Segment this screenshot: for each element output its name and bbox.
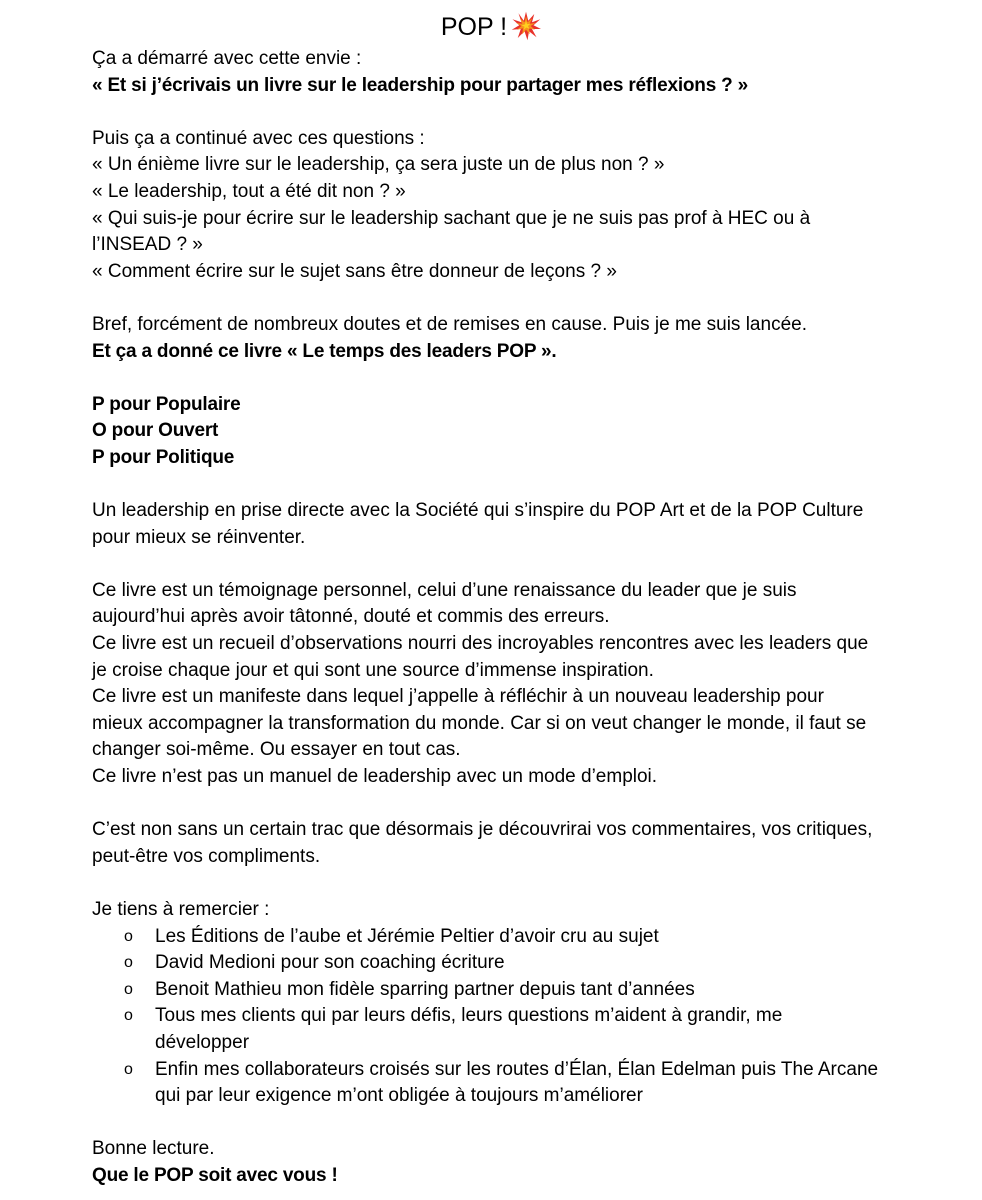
book-line-7: changer soi-même. Ou essayer en tout cas. <box>92 739 461 761</box>
spacer <box>92 365 922 392</box>
acronym-line-2: O pour Ouvert <box>92 420 219 442</box>
spacer <box>92 870 922 897</box>
bullet-icon: o <box>124 927 133 945</box>
book-line-5: Ce livre est un manifeste dans lequel j’appelle à réfléchir à un nouveau leadership pour <box>92 686 824 708</box>
list-item-text: Enfin mes collaborateurs croisés sur les routes d’Élan, Élan Edelman puis The Arcane <box>155 1058 879 1080</box>
list-item <box>92 950 922 977</box>
trac-line-2: peut-être vos compliments. <box>92 845 321 867</box>
book-line-8: Ce livre n’est pas un manuel de leadership avec un mode d’emploi. <box>92 766 658 788</box>
list-item-text: Les Éditions de l’aube et Jérémie Peltier d’avoir cru au sujet <box>155 925 659 947</box>
bullet-icon: o <box>124 980 133 998</box>
spacer <box>92 99 922 126</box>
spacer <box>92 472 922 499</box>
bref-line-1: Bref, forcément de nombreux doutes et de remises en cause. Puis je me suis lancée. <box>92 313 807 335</box>
collision-burst-icon <box>511 11 541 41</box>
questions-line-2: « Un énième livre sur le leadership, ça sera juste un de plus non ? » <box>92 154 665 176</box>
list-item-text-continued: qui par leur exigence m’ont obligée à toujours m’améliorer <box>155 1085 643 1107</box>
thanks-list <box>92 924 922 1110</box>
title-text: POP ! <box>440 13 508 41</box>
intro-line-2: « Et si j’écrivais un livre sur le leadership pour partager mes réflexions ? » <box>92 74 749 96</box>
questions-line-4: « Qui suis-je pour écrire sur le leadership sachant que je ne suis pas prof à HEC ou à <box>92 207 811 229</box>
spacer <box>92 791 922 818</box>
list-item <box>92 924 922 951</box>
spacer <box>92 285 922 312</box>
acronym-line-1: P pour Populaire <box>92 393 241 415</box>
book-line-4: je croise chaque jour et qui sont une source d’immense inspiration. <box>92 659 654 681</box>
list-item-text: Tous mes clients qui par leurs défis, leurs questions m’aident à grandir, me <box>155 1005 783 1027</box>
document-title <box>0 10 982 44</box>
questions-line-5: l’INSEAD ? » <box>92 234 203 256</box>
bullet-icon: o <box>124 1007 133 1025</box>
intro-line-1: Ça a démarré avec cette envie : <box>92 48 362 69</box>
spacer <box>92 551 922 578</box>
questions-line-6: « Comment écrire sur le sujet sans être donneur de leçons ? » <box>92 260 617 282</box>
spacer <box>92 1110 922 1137</box>
list-item <box>92 977 922 1004</box>
questions-line-1: Puis ça a continué avec ces questions : <box>92 127 425 149</box>
bullet-icon: o <box>124 1060 133 1078</box>
society-line-1: Un leadership en prise directe avec la Société qui s’inspire du POP Art et de la POP Culture <box>92 500 864 522</box>
trac-line-1: C’est non sans un certain trac que désormais je découvrirai vos commentaires, vos critiques, <box>92 819 873 841</box>
bullet-icon: o <box>124 954 133 972</box>
thanks-heading: Je tiens à remercier : <box>92 899 270 920</box>
book-line-1: Ce livre est un témoignage personnel, celui d’une renaissance du leader que je suis <box>92 579 797 601</box>
list-item-text: Benoit Mathieu mon fidèle sparring partner depuis tant d’années <box>155 978 695 1000</box>
book-line-6: mieux accompagner la transformation du monde. Car si on veut changer le monde, il faut se <box>92 712 867 734</box>
society-line-2: pour mieux se réinventer. <box>92 526 306 548</box>
bref-line-2: Et ça a donné ce livre « Le temps des leaders POP ». <box>92 340 557 362</box>
closing-line-1: Bonne lecture. <box>92 1138 215 1160</box>
acronym-line-3: P pour Politique <box>92 446 235 468</box>
list-item <box>92 1003 922 1056</box>
document-body <box>92 46 922 1190</box>
list-item-text: David Medioni pour son coaching écriture <box>155 952 505 974</box>
book-line-3: Ce livre est un recueil d’observations nourri des incroyables rencontres avec les leaders que <box>92 633 869 655</box>
book-line-2: aujourd’hui après avoir tâtonné, douté et commis des erreurs. <box>92 606 610 628</box>
list-item <box>92 1057 922 1110</box>
questions-line-3: « Le leadership, tout a été dit non ? » <box>92 180 406 202</box>
list-item-text-continued: développer <box>155 1031 250 1053</box>
closing-line-2: Que le POP soit avec vous ! <box>92 1164 338 1186</box>
